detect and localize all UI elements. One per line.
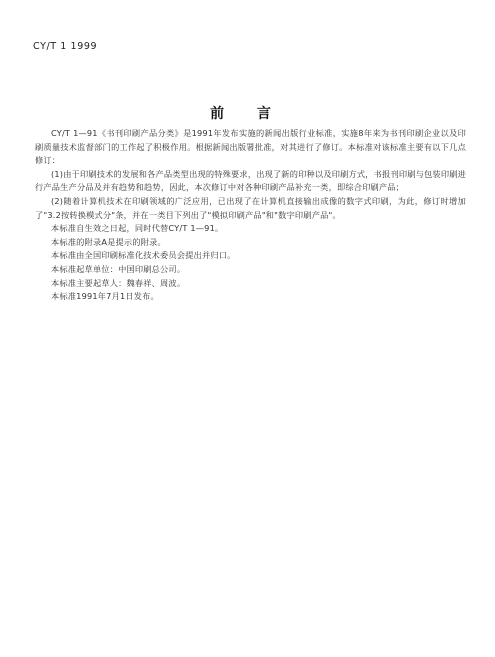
page-title: 前 言: [210, 106, 285, 122]
paragraph-revision-item-1: (1)由于印刷技术的发展和各产品类型出现的特殊要求，出现了新的印种以及印刷方式，书报刊印刷与包装印刷进行产品生产分品及并有趋势和趋势，因此，本次修订中对各种印刷产品补充一类，即综合印刷产品；: [35, 168, 466, 193]
paragraph-appendix: 本标准的附录A是提示的附录。: [51, 236, 166, 247]
paragraph-revision-item-2: (2)随着计算机技术在印刷领域的广泛应用，已出现了在计算机直接输出成像的数字式印刷，为此，修订时增加了"3.2按转换模式分"条，并在一类目下列出了"模拟印刷产品"和"数字印刷产品"。: [35, 195, 466, 220]
paragraph-proposed-by: 本标准由全国印刷标准化技术委员会提出并归口。: [51, 250, 236, 261]
standard-code-header: CY/T 1 1999: [33, 41, 98, 52]
paragraph-first-issue: 本标准1991年7月1日发布。: [51, 291, 159, 302]
paragraph-drafters: 本标准主要起草人：魏春祥、周波。: [51, 277, 186, 288]
foreword-body: [35, 127, 466, 304]
paragraph-revision-intro: CY/T 1—91《书刊印刷产品分类》是1991年发布实施的新闻出版行业标准，实施8年来为书刊印刷企业以及印刷质量技术监督部门的工作起了积极作用。根据新闻出版署批准，对其进行了修订。本标准对该标准主要有以下几点修订：: [35, 128, 466, 166]
paragraph-replaces: 本标准自生效之日起，同时代替CY/T 1—91。: [51, 223, 224, 234]
paragraph-drafting-unit: 本标准起草单位：中国印刷总公司。: [51, 263, 186, 274]
